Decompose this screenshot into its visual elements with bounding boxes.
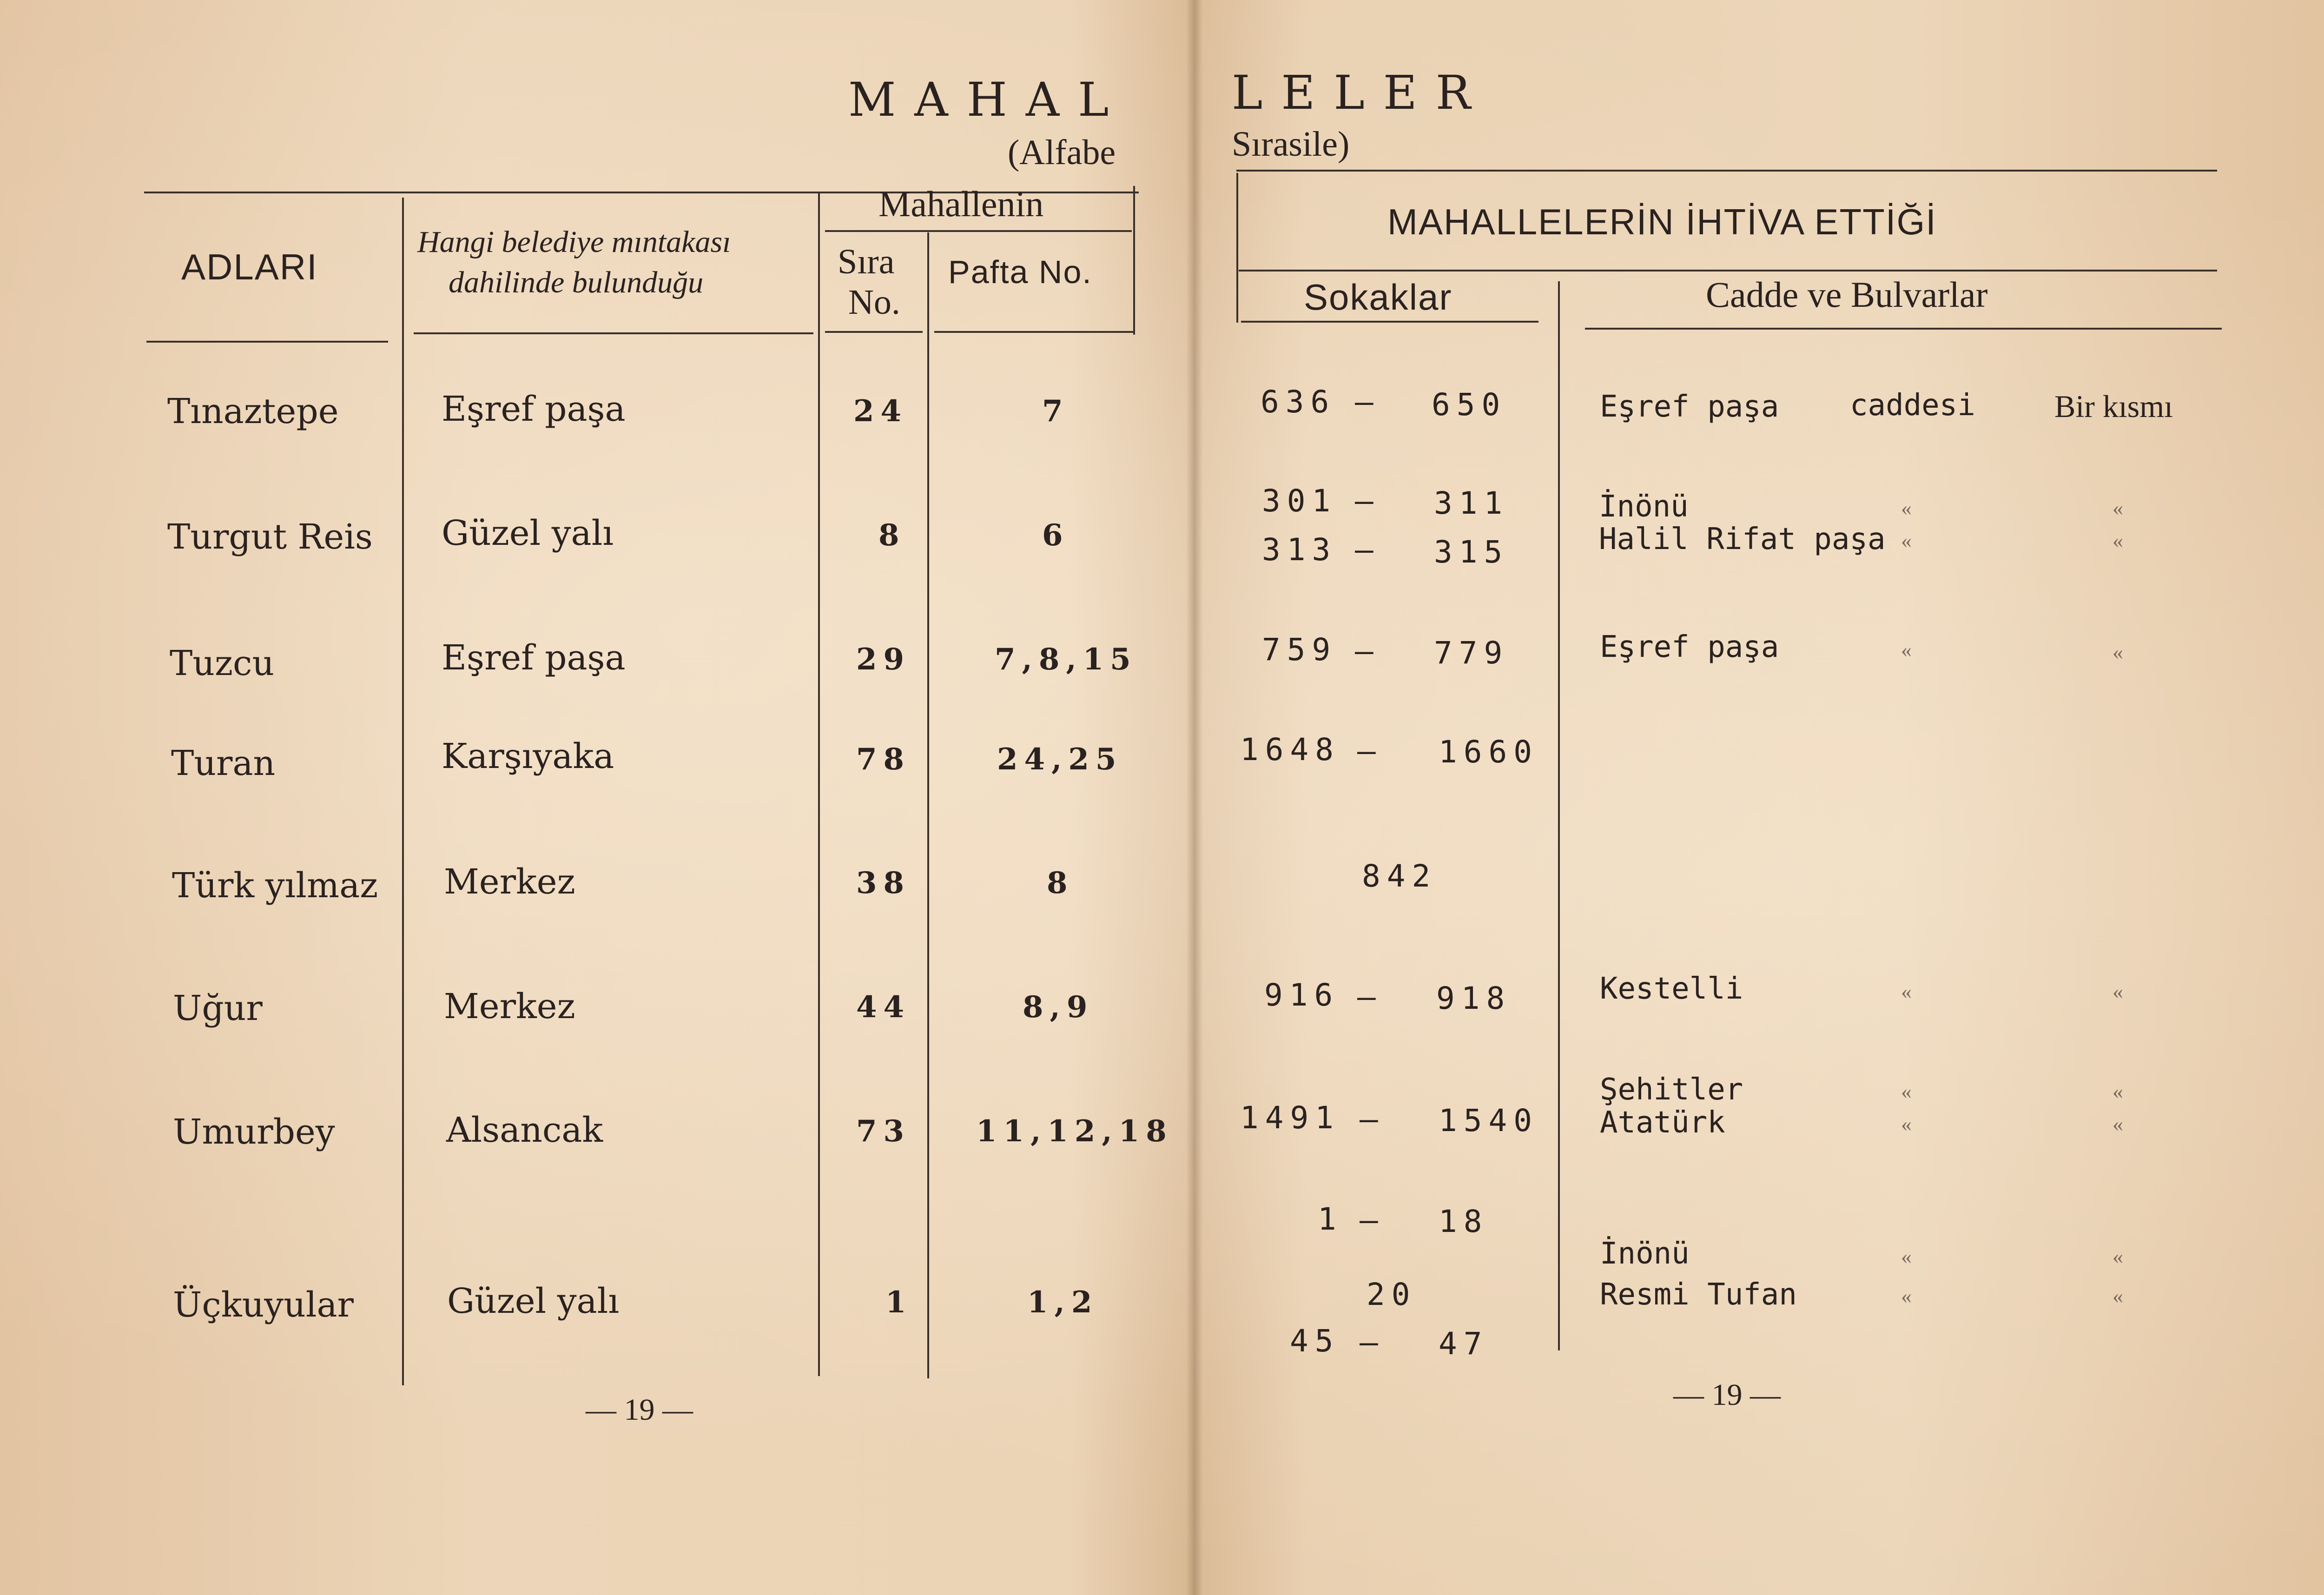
avenue-name: Eşref paşa [1600,390,1779,424]
avenue-note: Bir kısmı [2054,389,2173,424]
header-sokaklar: Sokaklar [1304,277,1452,318]
street-to: 18 [1439,1204,1489,1239]
street-from: 1491 [1240,1100,1340,1136]
street-to: 47 [1439,1326,1489,1362]
left-col-divider-2 [818,193,820,1376]
ditto-mark: « [1901,1244,1912,1268]
header-belediye-line1: Hangi belediye mıntakası [417,225,731,259]
ditto-mark: « [2113,640,2123,664]
row-belediye: Karşıyaka [442,736,614,776]
row-name: Tuzcu [170,643,275,683]
row-sira: 73 [856,1114,911,1149]
page-number-left: — 19 — [586,1393,693,1427]
street-from: 301 [1262,483,1337,519]
right-col-divider [1558,281,1560,1350]
belediye-underline [414,332,813,334]
subtitle-left: (Alfabe [1008,133,1116,172]
row-name: Uğur [173,988,263,1028]
street-to: 918 [1436,980,1512,1016]
row-belediye: Eşref paşa [442,638,626,678]
row-belediye: Merkez [444,986,575,1026]
row-name: Türk yılmaz [172,866,378,906]
mahallenin-underline [825,230,1132,232]
title-right: LELER [1232,66,1490,120]
street-dash: — [1355,384,1380,420]
ditto-mark: « [2113,1112,2123,1136]
ditto-mark: « [2113,980,2123,1003]
left-col-divider-1 [402,198,404,1385]
header-cadde: Cadde ve Bulvarlar [1706,274,1988,315]
subtitle-right: Sırasile) [1232,125,1350,164]
ditto-mark: « [1901,529,1912,552]
sokaklar-underline [1241,321,1538,323]
avenue-name: İnönü [1599,490,1689,524]
row-belediye: Alsancak [446,1110,603,1150]
header-adlari: ADLARI [181,246,318,287]
street-dash: — [1360,1202,1385,1238]
row-sira: 1 [885,1285,913,1320]
cadde-underline [1585,328,2222,330]
row-pafta: 8 [1047,866,1074,900]
street-single: 842 [1362,858,1437,894]
row-belediye: Güzel yalı [442,513,614,553]
avenue-name: Şehitler [1600,1072,1743,1107]
ditto-mark: « [1901,1112,1912,1136]
street-dash: — [1357,733,1382,769]
avenue-name: Kestelli [1600,972,1743,1006]
street-to: 650 [1432,387,1507,423]
header-sira-line2: No. [848,283,900,322]
ditto-mark: « [1901,496,1912,520]
street-from: 313 [1262,532,1337,568]
street-from: 1648 [1240,732,1340,768]
street-from: 45 [1290,1323,1340,1359]
row-name: Tınaztepe [167,391,339,431]
row-belediye: Güzel yalı [447,1281,619,1321]
street-dash: — [1357,979,1382,1015]
row-pafta: 7 [1042,394,1070,429]
avenue-name: Resmi Tufan [1600,1277,1797,1312]
row-pafta: 8,9 [1023,990,1094,1025]
row-name: Üçkuyular [173,1285,354,1325]
street-single: 20 [1367,1277,1417,1312]
right-left-border [1236,173,1238,323]
book-gutter [1186,0,1203,1595]
header-mahallelerin: MAHALLELERİN İHTİVA ETTİĞİ [1387,201,1937,242]
street-dash: — [1355,532,1380,568]
row-sira: 44 [856,990,911,1025]
header-belediye-line2: dahilinde bulunduğu [449,265,704,299]
ditto-mark: « [2113,1079,2123,1103]
row-sira: 29 [856,642,911,677]
row-name: Umurbey [173,1112,335,1152]
row-pafta: 24,25 [997,742,1123,777]
avenue-name: Atatürk [1600,1105,1725,1140]
avenue-name: İnönü [1600,1237,1690,1271]
ditto-mark: « [1901,1284,1912,1308]
street-to: 1540 [1439,1103,1538,1138]
row-name: Turan [171,743,276,783]
left-col-divider-4 [1133,186,1135,335]
ditto-mark: « [1901,980,1912,1003]
page-number-right: — 19 — [1673,1378,1781,1412]
row-sira: 78 [856,742,911,777]
row-belediye: Merkez [444,862,575,902]
street-dash: — [1360,1324,1385,1360]
right-top-rule [1236,170,2217,172]
row-sira: 24 [853,394,908,429]
row-pafta: 11,12,18 [976,1114,1173,1149]
row-pafta: 1,2 [1027,1285,1099,1320]
row-pafta: 6 [1042,518,1070,553]
ditto-mark: « [2113,1284,2123,1308]
ditto-mark: « [1901,638,1912,662]
ditto-mark: « [2113,529,2123,552]
street-dash: — [1355,633,1380,669]
street-to: 315 [1434,534,1509,570]
adlari-underline [146,341,388,343]
ditto-mark: « [1901,1079,1912,1103]
row-sira: 8 [878,518,906,553]
street-to: 1660 [1439,734,1538,770]
street-dash: — [1355,483,1380,519]
row-pafta: 7,8,15 [995,642,1137,677]
street-from: 916 [1264,977,1340,1013]
avenue-type: caddesi [1850,388,1975,423]
header-pafta: Pafta No. [948,254,1092,290]
row-belediye: Eşref paşa [442,389,626,429]
street-from: 636 [1261,384,1336,420]
avenue-name: Halil Rifat paşa [1599,522,1886,556]
street-to: 779 [1434,635,1509,671]
street-to: 311 [1434,485,1509,521]
header-sira-line1: Sıra [838,242,895,281]
row-name: Turgut Reis [167,517,373,557]
title-left: MAHAL [848,73,1128,127]
pafta-underline [934,331,1134,333]
ditto-mark: « [2113,1244,2123,1268]
header-mahallenin: Mahallenin [878,184,1044,224]
row-sira: 38 [856,866,911,900]
avenue-name: Eşref paşa [1600,630,1779,664]
sira-underline [825,331,923,333]
street-dash: — [1360,1101,1385,1137]
street-from: 1 [1318,1201,1343,1237]
ditto-mark: « [2113,496,2123,520]
right-header-rule [1239,270,2217,271]
street-from: 759 [1262,632,1337,668]
left-col-divider-3 [927,232,929,1378]
